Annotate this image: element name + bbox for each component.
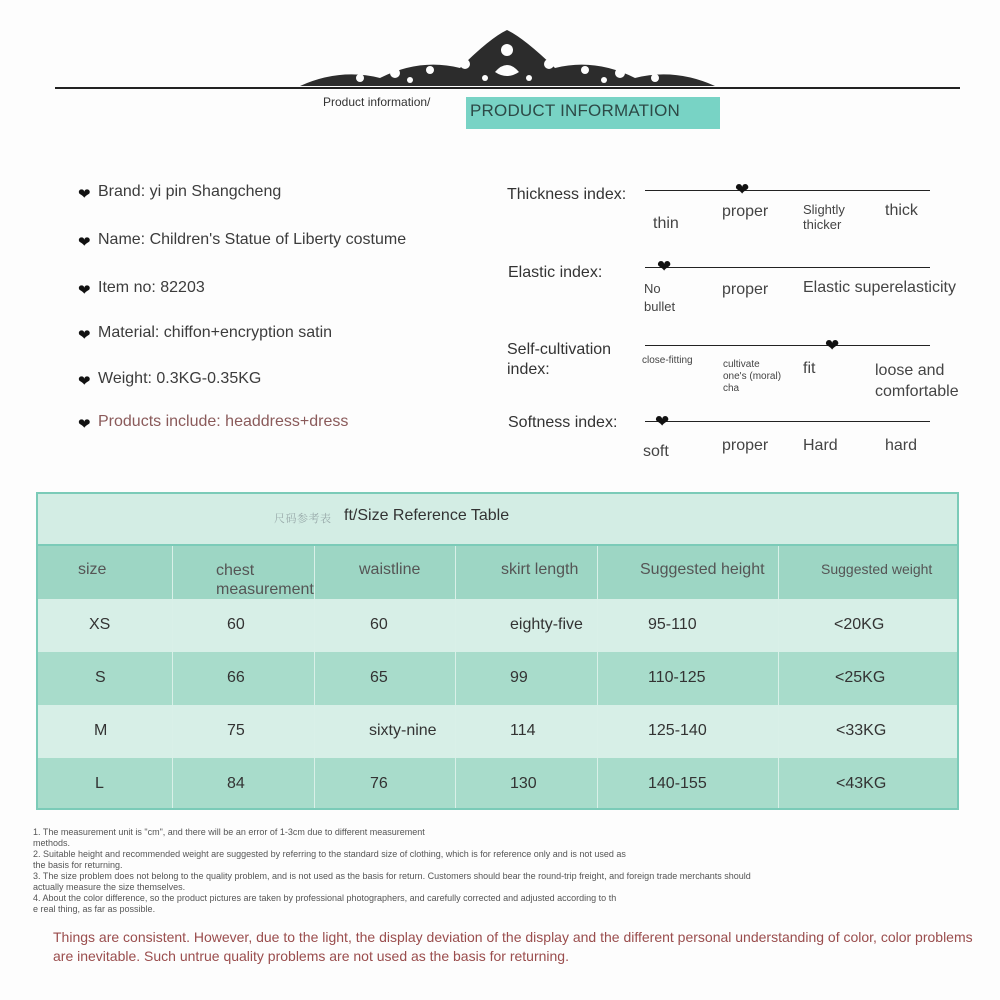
- note-line: methods.: [33, 838, 71, 848]
- note-line: 4. About the color difference, so the product pictures are taken by professional photographers, and carefully corrected and adjusted according to th: [33, 893, 617, 903]
- column-header: Suggested height: [640, 561, 765, 578]
- note-line: e real thing, as far as possible.: [33, 904, 156, 914]
- heart-icon: ❤: [78, 234, 91, 251]
- info-products-include: ❤ Products include: headdress+dress: [78, 413, 349, 433]
- thickness-option-thin: thin: [653, 215, 679, 232]
- heart-icon: ❤: [655, 412, 670, 431]
- self-cultivation-option-fit: fit: [803, 360, 816, 377]
- table-cell: 84: [227, 775, 245, 792]
- thickness-index-label: Thickness index:: [507, 186, 627, 203]
- elastic-option-no-bullet: No bullet: [644, 281, 676, 314]
- table-cell: 66: [227, 669, 245, 686]
- table-title-bar: [38, 494, 957, 546]
- table-cell: <25KG: [835, 669, 886, 686]
- heart-icon: ❤: [735, 180, 750, 199]
- table-row: [38, 652, 957, 705]
- heart-icon: ❤: [78, 327, 91, 344]
- heart-icon: ❤: [825, 336, 840, 355]
- note-line: 3. The size problem does not belong to the quality problem, and is not used as the basis for return. Customers should bear the round-trip freight, and foreign trade merchants should: [33, 871, 751, 881]
- note-line: actually measure the size themselves.: [33, 882, 186, 892]
- heart-icon: ❤: [78, 282, 91, 299]
- product-info-title: PRODUCT INFORMATION: [466, 97, 720, 129]
- self-cultivation-option-close-fitting: close-fitting: [642, 355, 693, 366]
- note-line: 2. Suitable height and recommended weight are suggested by referring to the standard size of clothing, which is for reference only and is not used as: [33, 849, 626, 859]
- table-cell: 130: [510, 775, 537, 792]
- thickness-option-proper: proper: [722, 203, 769, 220]
- heart-icon: ❤: [78, 416, 91, 433]
- elastic-option-superelasticity: Elastic superelasticity: [803, 279, 956, 296]
- table-title-faint: 尺码参考表: [274, 513, 332, 525]
- thickness-scale-line: [645, 190, 930, 191]
- measurement-notes: [33, 827, 953, 915]
- softness-scale-line: [645, 421, 930, 422]
- softness-option-hard-1: Hard: [803, 437, 838, 454]
- info-brand: ❤ Brand: yi pin Shangcheng: [78, 183, 282, 203]
- info-material: ❤ Material: chiffon+encryption satin: [78, 324, 333, 344]
- table-cell: sixty-nine: [369, 722, 437, 739]
- column-header: size: [78, 561, 107, 578]
- table-cell: <20KG: [834, 616, 885, 633]
- column-header: chest measurement: [216, 562, 314, 598]
- table-title: ft/Size Reference Table: [344, 507, 510, 524]
- column-header: Suggested weight: [821, 561, 933, 577]
- column-header: skirt length: [501, 561, 579, 578]
- table-cell: <43KG: [836, 775, 887, 792]
- table-cell: 99: [510, 669, 528, 686]
- table-cell: 114: [510, 722, 536, 739]
- top-divider: [55, 87, 960, 89]
- table-cell: eighty-five: [510, 616, 583, 633]
- elastic-scale-line: [645, 267, 930, 268]
- table-cell: L: [95, 775, 104, 792]
- heart-icon: ❤: [78, 373, 91, 390]
- table-header-row: [38, 546, 957, 599]
- table-cell: M: [94, 722, 108, 739]
- table-cell: <33KG: [836, 722, 887, 739]
- column-header: waistline: [359, 561, 421, 578]
- ornament-icon: [300, 28, 715, 90]
- table-row: [38, 599, 957, 652]
- table-row: [38, 705, 957, 758]
- table-cell: 125-140: [648, 722, 707, 739]
- table-cell: 65: [370, 669, 388, 686]
- softness-option-soft: soft: [643, 443, 669, 460]
- table-cell: 95-110: [648, 616, 697, 633]
- table-row: [38, 758, 957, 808]
- info-name: ❤ Name: Children's Statue of Liberty costume: [78, 231, 407, 251]
- size-reference-table: [36, 492, 959, 810]
- table-cell: S: [95, 669, 106, 686]
- heart-icon: ❤: [657, 257, 672, 276]
- info-item-no: ❤ Item no: 82203: [78, 279, 205, 299]
- table-cell: 75: [227, 722, 245, 739]
- color-disclaimer: Things are consistent. However, due to the light, the display deviation of the display and the different personal understanding of color, color problems are inevitable. Such untrue quality problems are not used as the basis for returning.: [53, 929, 973, 964]
- thickness-option-slightly-thicker: Slightly thicker: [803, 202, 845, 232]
- elastic-index-label: Elastic index:: [508, 264, 603, 281]
- self-cultivation-option-loose: loose and comfortable: [875, 362, 959, 400]
- info-weight: ❤ Weight: 0.3KG-0.35KG: [78, 370, 262, 390]
- note-line: 1. The measurement unit is "cm", and there will be an error of 1-3cm due to different measurement: [33, 827, 425, 837]
- thickness-option-thick: thick: [885, 202, 918, 219]
- table-cell: 140-155: [648, 775, 707, 792]
- softness-index-label: Softness index:: [508, 414, 618, 431]
- softness-option-hard-2: hard: [885, 437, 918, 454]
- heart-icon: ❤: [78, 186, 91, 203]
- table-cell: 110-125: [648, 669, 706, 686]
- table-cell: 60: [227, 616, 245, 633]
- self-cultivation-option-cultivate: cultivate one's (moral) cha: [723, 359, 782, 394]
- elastic-option-proper: proper: [722, 281, 769, 298]
- self-cultivation-scale-line: [645, 345, 930, 346]
- softness-option-proper: proper: [722, 437, 769, 454]
- table-cell: 76: [370, 775, 388, 792]
- product-info-label: Product information/: [323, 95, 431, 109]
- table-cell: XS: [89, 616, 111, 633]
- note-line: the basis for returning.: [33, 860, 123, 870]
- table-cell: 60: [370, 616, 388, 633]
- self-cultivation-index-label: Self-cultivation index:: [507, 341, 612, 378]
